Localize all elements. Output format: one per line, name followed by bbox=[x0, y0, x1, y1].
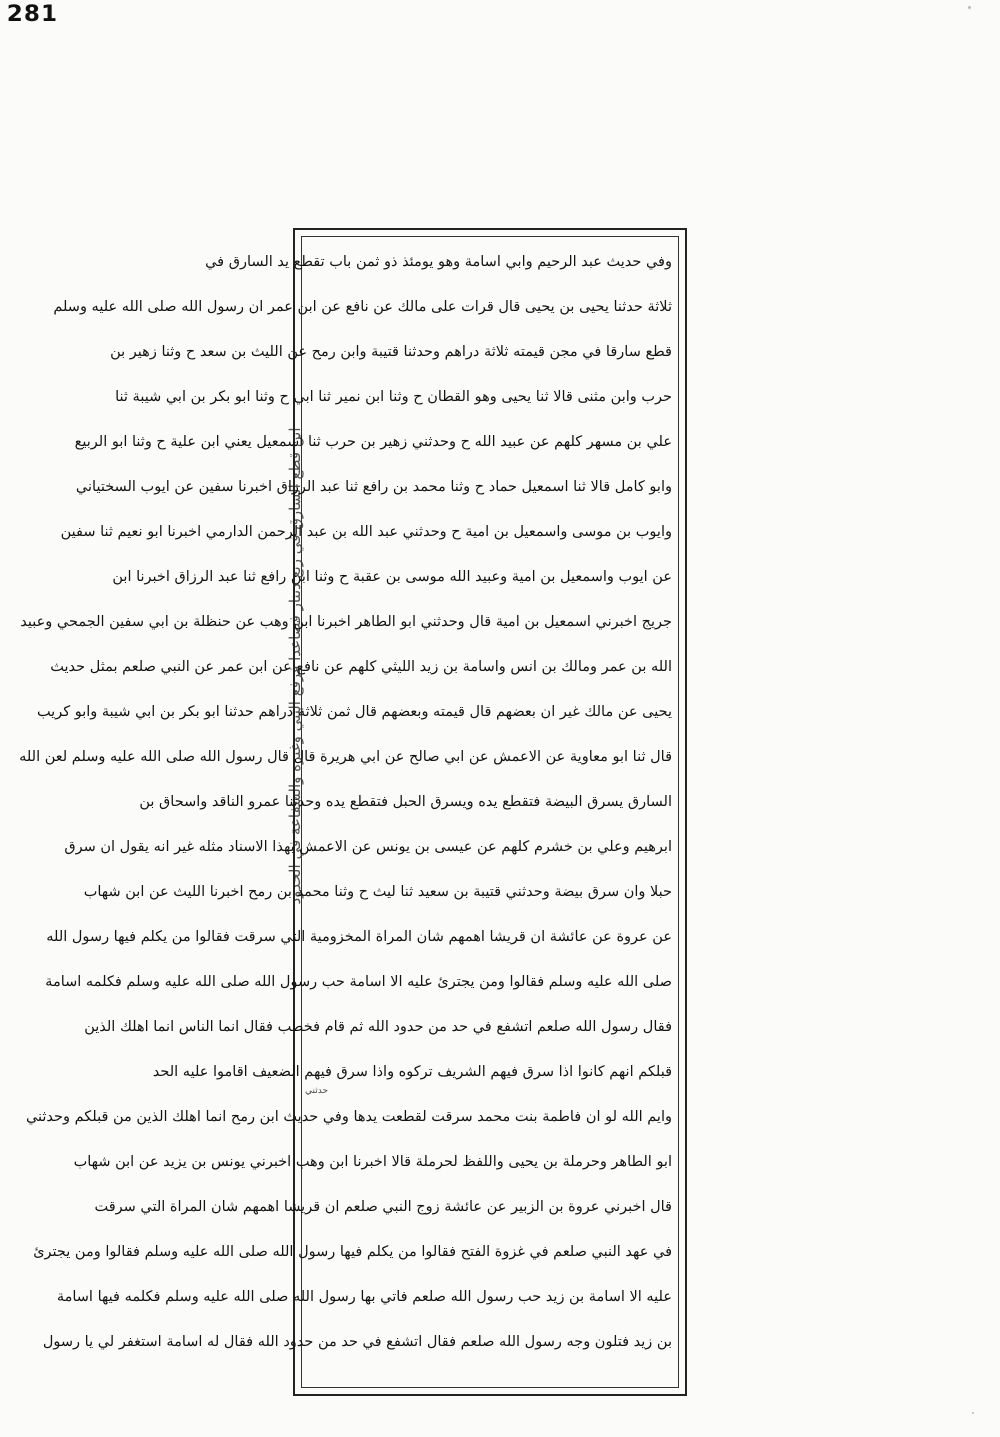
text-line-10: الله بن عمر ومالك بن انس واسامة بن زيد الليثي كلهم عن نافع عن ابن عمر عن النبي صلعم بمثل حديث bbox=[50, 659, 672, 675]
text-line-25: بن زيد فتلون وجه رسول الله صلعم فقال اتشفع في حد من حدود الله فقال له اسامة استغفر لي يا رسول bbox=[42, 1334, 672, 1350]
text-line-5: علي بن مسهر كلهم عن عبيد الله ح وحدثني زهير بن حرب ثنا اسمعيل يعني ابن علية ح وثنا ابو الربيع bbox=[74, 434, 672, 450]
text-line-19: قبلكم انهم كانوا اذا سرق فيهم الشريف تركوه واذا سرق فيهم الضعيف اقاموا عليه الحد bbox=[152, 1064, 672, 1080]
text-line-1: وفي حديث عبد الرحيم وابي اسامة وهو يومئذ ذو ثمن باب تقطع يد السارق في bbox=[205, 254, 672, 270]
text-line-15: حبلا وان سرق بيضة وحدثني قتيبة بن سعيد ثنا ليث ح وثنا محمد بن رمح اخبرنا الليث عن ابن شهاب bbox=[83, 884, 672, 900]
text-line-3: قطع سارقا في مجن قيمته ثلاثة دراهم وحدثنا قتيبة وابن رمح عن الليث بن سعد ح وثنا زهير بن bbox=[110, 344, 672, 360]
text-line-24: عليه الا اسامة بن زيد حب رسول الله صلعم فاتي بها رسول الله صلى الله عليه وسلم فكلمه فيها اسامة bbox=[56, 1289, 672, 1305]
text-line-20: وايم الله لو ان فاطمة بنت محمد سرقت لقطعت يدها وفي حديث ابن رمح انما اهلك الذين من قبلكم وحدثني bbox=[25, 1109, 672, 1125]
page-speck bbox=[968, 6, 971, 9]
text-line-4: حرب وابن مثنى قالا ثنا يحيى وهو القطان ح وثنا ابن نمير ثنا ابي ح وثنا ابو بكر بن ابي شيبة ثنا bbox=[115, 389, 672, 405]
text-line-21: ابو الطاهر وحرملة بن يحيى واللفظ لحرملة قالا اخبرنا ابن وهب اخبرني يونس بن يزيد عن ابن شهاب bbox=[73, 1154, 672, 1170]
text-line-23: في عهد النبي صلعم في غزوة الفتح فقالوا من يكلم فيها رسول الله صلى الله عليه وسلم فقالوا ومن يجترئ bbox=[33, 1244, 672, 1260]
text-line-17: صلى الله عليه وسلم فقالوا ومن يجترئ عليه الا اسامة حب رسول الله صلى الله عليه وسلم فكلمه اسامة bbox=[45, 974, 672, 990]
text-line-9: جريج اخبرني اسمعيل بن امية قال وحدثني ابو الطاهر اخبرنا ابن وهب عن حنظلة بن ابي سفين الجمحي وعبيد bbox=[20, 614, 672, 630]
margin-annotation-text: ابن قطع السارق في ربع دينار فصاعدا فرفع النبي وغيره والشفاعة في الحدود bbox=[286, 427, 304, 905]
text-line-16: عن عروة عن عائشة ان قريشا اهمهم شان المراة المخزومية التي سرقت فقالوا من يكلم فيها رسول الله bbox=[46, 929, 672, 945]
text-line-2: ثلاثة حدثنا يحيى بن يحيى قال قرات على مالك عن نافع عن ابن عمر ان رسول الله صلى الله عليه وسلم bbox=[53, 299, 672, 315]
text-line-14: ابرهيم وعلي بن خشرم كلهم عن عيسى بن يونس عن الاعمش بهذا الاسناد مثله غير انه يقول ان سرق bbox=[64, 839, 672, 855]
text-line-13: السارق يسرق البيضة فتقطع يده ويسرق الحبل فتقطع يده وحدثنا عمرو الناقد واسحاق بن bbox=[139, 794, 672, 810]
folio-number: 281 bbox=[6, 2, 59, 27]
text-line-18: فقال رسول الله صلعم اتشفع في حد من حدود الله ثم قام فخطب فقال انما الناس انما اهلك الذين bbox=[84, 1019, 672, 1035]
text-line-22: قال اخبرني عروة بن الزبير عن عائشة زوج النبي صلعم ان قريشا اهمهم شان المراة التي سرقت bbox=[94, 1199, 672, 1215]
text-line-8: عن ايوب واسمعيل بن امية وعبيد الله موسى بن عقبة ح وثنا ابن رافع ثنا عبد الرزاق اخبرنا ابن bbox=[112, 569, 672, 585]
text-line-6: وابو كامل قالا ثنا اسمعيل حماد ح وثنا محمد بن رافع ثنا عبد الرزاق اخبرنا سفين عن ايوب السختياني bbox=[75, 479, 672, 495]
text-line-7: وايوب بن موسى واسمعيل بن امية ح وحدثني عبد الله بن عبد الرحمن الدارمي اخبرنا ابو نعيم ثنا سفين bbox=[60, 524, 672, 540]
page-speck bbox=[972, 1412, 974, 1414]
text-line-11: يحيى عن مالك غير ان بعضهم قال قيمته وبعضهم قال ثمن ثلاثة دراهم حدثنا ابو بكر بن ابي شيبة وابو كريب bbox=[36, 704, 672, 720]
interlinear-note: حدثني bbox=[305, 1086, 329, 1096]
text-line-12: قال ثنا ابو معاوية عن الاعمش عن ابي صالح عن ابي هريرة قال قال رسول الله صلى الله عليه وسلم لعن الله bbox=[19, 749, 672, 765]
